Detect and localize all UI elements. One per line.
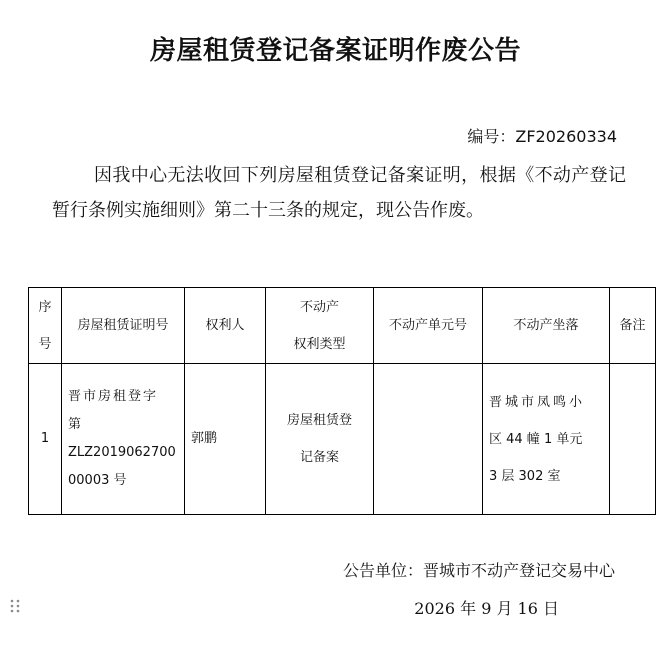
document-number-label: 编号： xyxy=(467,127,516,146)
cell-type-line1: 房屋租赁登 xyxy=(286,413,352,428)
drag-handle-icon[interactable] xyxy=(10,598,20,614)
notice-date: 2026 年 9 月 16 日 xyxy=(414,599,559,618)
certificate-table xyxy=(28,287,656,515)
cell-cert-no-line1: 晋市房租登字 xyxy=(68,389,159,404)
notice-title: 房屋租赁登记备案证明作废公告 xyxy=(149,36,521,66)
cell-cert-no xyxy=(62,364,185,515)
issuing-unit: 公告单位：晋城市不动产登记交易中心 xyxy=(342,561,615,580)
document-number-value: ZF20260334 xyxy=(515,127,617,146)
cell-location-line3: 3 层 302 室 xyxy=(489,468,561,484)
cell-type-line2: 记备案 xyxy=(299,450,339,465)
cell-cert-no-line4: 00003 号 xyxy=(68,473,127,488)
header-type xyxy=(266,288,374,364)
cell-type xyxy=(266,364,374,515)
header-type-line1: 不动产 xyxy=(299,299,339,315)
cell-location-line2: 区 44 幢 1 单元 xyxy=(489,431,583,447)
header-seq-line2: 号 xyxy=(38,336,52,352)
document-number xyxy=(467,124,617,147)
cell-location xyxy=(483,364,610,515)
header-seq-line1: 序 xyxy=(38,299,52,315)
notice-body: 因我中心无法收回下列房屋租赁登记备案证明，根据《不动产登记暂行条例实施细则》第二十三条的规定，现公告作废。 xyxy=(52,165,626,221)
header-cert-no: 房屋租赁证明号 xyxy=(62,288,185,364)
header-type-line2: 权利类型 xyxy=(293,336,346,352)
table-header-row xyxy=(29,288,656,364)
cell-cert-no-line2: 第 xyxy=(68,417,82,432)
header-seq xyxy=(29,288,62,364)
header-holder: 权利人 xyxy=(185,288,266,364)
cell-remark xyxy=(610,364,656,515)
cell-location-line1: 晋城市凤鸣小 xyxy=(489,394,586,410)
table-row xyxy=(29,364,656,515)
cell-seq: 1 xyxy=(29,364,62,515)
cell-unit-no xyxy=(374,364,483,515)
header-remark: 备注 xyxy=(610,288,656,364)
cell-cert-no-line3: ZLZ2019062700 xyxy=(68,445,176,460)
header-unit-no: 不动产单元号 xyxy=(374,288,483,364)
cell-holder: 郭鹏 xyxy=(185,364,266,515)
header-location: 不动产坐落 xyxy=(483,288,610,364)
